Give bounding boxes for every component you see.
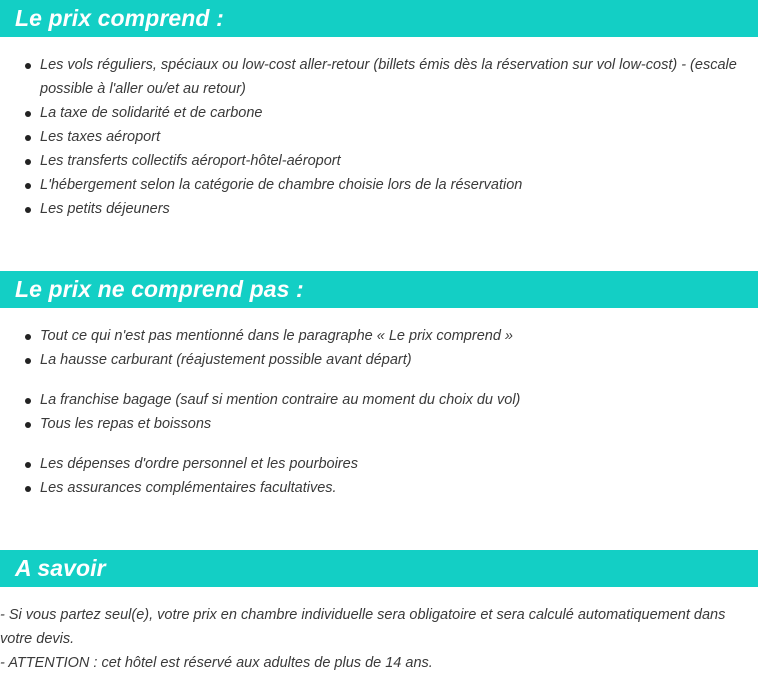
bullet-icon: [25, 422, 31, 428]
list-item: [0, 388, 740, 412]
list-item-text: La hausse carburant (réajustement possible avant départ): [40, 352, 412, 368]
bullet-icon: [25, 358, 31, 364]
list-item-text: La franchise bagage (sauf si mention contraire au moment du choix du vol): [40, 392, 521, 408]
section-title-info: A savoir: [15, 555, 106, 581]
bullet-icon: [25, 398, 31, 404]
list-item-text: L'hébergement selon la catégorie de chambre choisie lors de la réservation: [40, 177, 523, 193]
info-notes: [0, 603, 752, 675]
list-item: [0, 476, 740, 500]
bullet-icon: [25, 63, 31, 69]
list-item-text: Tous les repas et boissons: [40, 416, 212, 432]
list-item-text: Les taxes aéroport: [40, 129, 161, 145]
info-line: - ATTENTION : cet hôtel est réservé aux adultes de plus de 14 ans.: [0, 655, 433, 671]
list-item: [0, 412, 740, 436]
list-item-text: Les transferts collectifs aéroport-hôtel-aéroport: [40, 153, 341, 169]
list-item-text: Tout ce qui n'est pas mentionné dans le paragraphe « Le prix comprend »: [40, 328, 513, 344]
list-item: [0, 101, 740, 125]
bullet-icon: [25, 462, 31, 468]
excluded-list: [0, 324, 740, 500]
list-item: [0, 125, 740, 149]
list-item: [0, 173, 740, 197]
bullet-icon: [25, 486, 31, 492]
bullet-icon: [25, 334, 31, 340]
section-header-info: [0, 550, 758, 587]
bullet-icon: [25, 183, 31, 189]
bullet-icon: [25, 159, 31, 165]
list-item: [0, 452, 740, 476]
bullet-icon: [25, 207, 31, 213]
list-item-text: Les dépenses d'ordre personnel et les pourboires: [40, 456, 358, 472]
section-title-included: Le prix comprend :: [15, 5, 224, 31]
list-item-text: La taxe de solidarité et de carbone: [40, 105, 263, 121]
list-item-text: Les petits déjeuners: [40, 201, 170, 217]
section-header-included: [0, 0, 758, 37]
list-item: [0, 149, 740, 173]
info-line: - Si vous partez seul(e), votre prix en chambre individuelle sera obligatoire et sera calculé automatiquement dans votre devis.: [0, 607, 726, 647]
included-list: [0, 53, 740, 221]
list-item: [0, 197, 740, 221]
list-item: [0, 53, 740, 101]
section-title-excluded: Le prix ne comprend pas :: [15, 276, 304, 302]
list-item-text: Les assurances complémentaires facultatives.: [40, 480, 337, 496]
list-item: [0, 348, 740, 372]
list-item: [0, 324, 740, 348]
list-item-text: Les vols réguliers, spéciaux ou low-cost aller-retour (billets émis dès la réservation sur vol low-cost) - (escale possible à l'aller ou/et au retour): [40, 57, 737, 97]
bullet-icon: [25, 135, 31, 141]
section-header-excluded: [0, 271, 758, 308]
bullet-icon: [25, 111, 31, 117]
